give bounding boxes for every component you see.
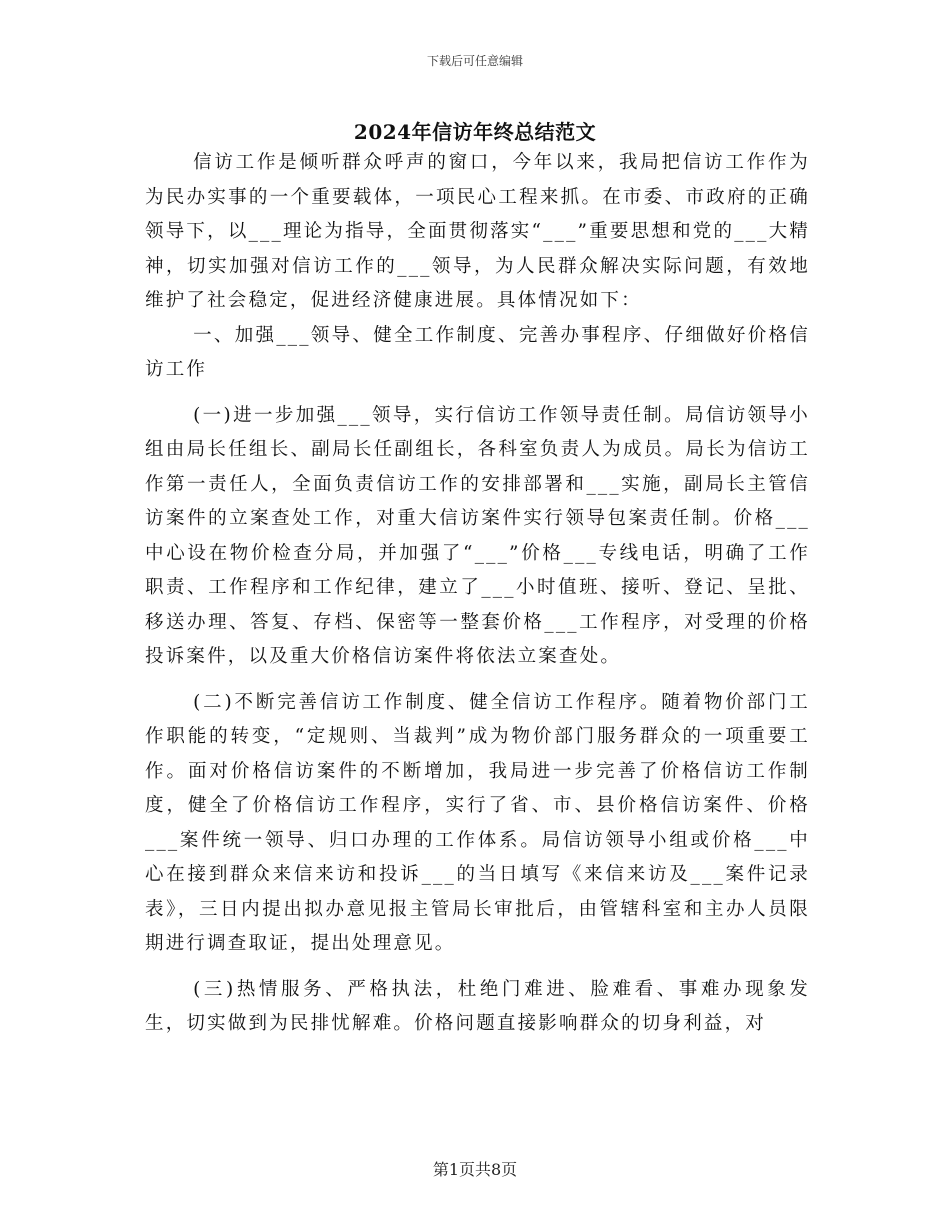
paragraph-intro: 信访工作是倾听群众呼声的窗口，今年以来，我局把信访工作作为为民办实事的一个重要载体，一项民心工程来抓。在市委、市政府的正确领导下，以___理论为指导，全面贯彻落实“___”重要思想和党的___大精神，切实加强对信访工作的___领导，为人民群众解决实际问题，有效地维护了社会稳定，促进经济健康进展。具体情况如下：: [145, 152, 810, 311]
page-number-footer: 第1页共8页: [432, 1160, 518, 1179]
document-body: [145, 146, 810, 1042]
document-title: 2024年信访年终总结范文: [353, 120, 597, 144]
section-heading-1: 一、加强___领导、健全工作制度、完善办事程序、仔细做好价格信访工作: [145, 324, 810, 380]
paragraph-item-2: (二)不断完善信访工作制度、健全信访工作程序。随着物价部门工作职能的转变，“定规则、当裁判”成为物价部门服务群众的一项重要工作。面对价格信访案件的不断增加，我局进一步完善了价格信访工作制度，健全了价格信访工作程序，实行了省、市、县价格信访案件、价格___案件统一领导、归口办理的工作体系。局信访领导小组或价格___中心在接到群众来信来访和投诉___的当日填写《来信来访及___案件记录表》，三日内提出拟办意见报主管局长审批后，由管辖科室和主办人员限期进行调查取证，提出处理意见。: [145, 691, 810, 954]
paragraph-item-3: (三)热情服务、严格执法，杜绝门难进、脸难看、事难办现象发生，切实做到为民排忧解难。价格问题直接影响群众的切身利益，对: [145, 978, 810, 1034]
paragraph-item-1: (一)进一步加强___领导，实行信访工作领导责任制。局信访领导小组由局长任组长、副局长任副组长，各科室负责人为成员。局长为信访工作第一责任人，全面负责信访工作的安排部署和___实施，副局长主管信访案件的立案查处工作，对重大信访案件实行领导包案责任制。价格___中心设在物价检查分局，并加强了“___”价格___专线电话，明确了工作职责、工作程序和工作纪律，建立了___小时值班、接听、登记、呈批、移送办理、答复、存档、保密等一整套价格___工作程序，对受理的价格投诉案件，以及重大价格信访案件将依法立案查处。: [145, 404, 810, 667]
page-header-note: 下载后可任意编辑: [426, 54, 523, 68]
